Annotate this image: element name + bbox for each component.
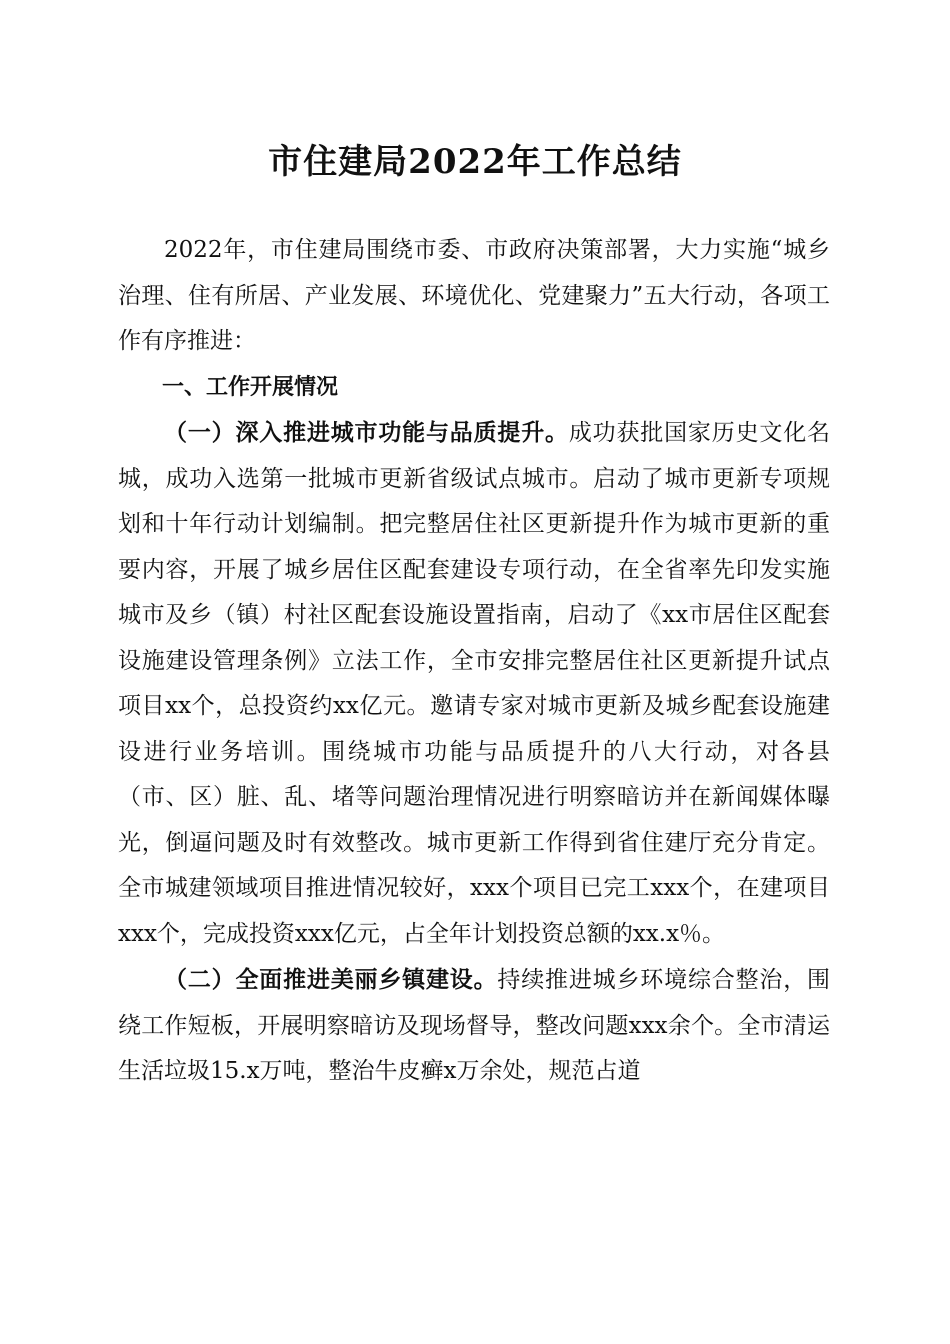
- intro-paragraph: 2022年，市住建局围绕市委、市政府决策部署，大力实施“城乡治理、住有所居、产业发展、环境优化、党建聚力”五大行动，各项工作有序推进：: [118, 237, 830, 354]
- item-1-text: 成功获批国家历史文化名城，成功入选第一批城市更新省级试点城市。启动了城市更新专项规划和十年行动计划编制。把完整居住社区更新提升作为城市更新的重要内容，开展了城乡居住区配套建设专项行动，在全省率先印发实施城市及乡（镇）村社区配套设施设置指南，启动了《xx市居住区配套设施建设管理条例》立法工作，全市安排完整居住社区更新提升试点项目xx个，总投资约xx亿元。邀请专家对城市更新及城乡配套设施建设进行业务培训。围绕城市功能与品质提升的八大行动，对各县（市、区）脏、乱、堵等问题治理情况进行明察暗访并在新闻媒体曝光，倒逼问题及时有效整改。城市更新工作得到省住建厅充分肯定。全市城建领域项目推进情况较好，xxx个项目已完工xxx个，在建项目xxx个，完成投资xxx亿元，占全年计划投资总额的xx.x％。: [118, 420, 831, 947]
- item-2-text: 持续推进城乡环境综合整治，围绕工作短板，开展明察暗访及现场督导，整改问题xxx余个。全市清运生活垃圾15.x万吨，整治牛皮癣x万余处，规范占道: [118, 967, 831, 1084]
- document-body: [118, 228, 830, 1095]
- paragraph-item-1: [118, 410, 830, 957]
- section-heading: 一、工作开展情况: [162, 374, 339, 400]
- item-2-lead: （二）全面推进美丽乡镇建设。: [164, 966, 498, 993]
- item-1-lead: （一）深入推进城市功能与品质提升。: [164, 419, 569, 446]
- document-title: 市住建局2022年工作总结: [268, 142, 682, 182]
- paragraph-item-2: [118, 957, 830, 1095]
